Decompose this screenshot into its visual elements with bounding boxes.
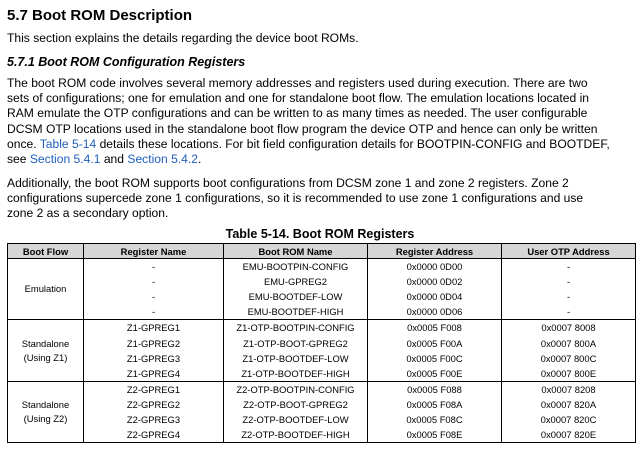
register-address-cell: 0x0005 F08C [368,412,502,427]
table-caption: Table 5-14. Boot ROM Registers [225,227,415,241]
boot-rom-name-cell: Z2-OTP-BOOTDEF-LOW [224,412,368,427]
table-row [8,351,636,366]
register-name-cell: Z1-GPREG4 [84,366,224,382]
user-otp-address-cell: 0x0007 800E [502,366,636,382]
zone-paragraph [7,176,633,222]
register-address-cell: 0x0005 F00C [368,351,502,366]
intro-paragraph: This section explains the details regarding the device boot ROMs. [7,31,359,45]
boot-flow-label: Standalone [21,398,70,410]
boot-rom-name-cell: EMU-BOOTPIN-CONFIG [224,259,368,275]
subsection-title: 5.7.1 Boot ROM Configuration Registers [7,55,246,69]
register-name-cell: Z1-GPREG1 [84,320,224,336]
paragraph-line [7,152,633,167]
register-name-cell: - [84,274,224,289]
boot-rom-name-cell: EMU-BOOTDEF-LOW [224,289,368,304]
user-otp-address-cell: 0x0007 820A [502,397,636,412]
register-name-cell: Z2-GPREG3 [84,412,224,427]
user-otp-address-cell: - [502,259,636,275]
register-name-cell: - [84,289,224,304]
boot-rom-name-cell: Z1-OTP-BOOTDEF-HIGH [224,366,368,382]
register-address-cell: 0x0000 0D00 [368,259,502,275]
register-address-cell: 0x0005 F08E [368,427,502,443]
register-address-cell: 0x0000 0D06 [368,304,502,320]
boot-rom-registers-table [7,243,636,443]
boot-flow-label: Emulation [24,283,67,295]
column-header: Register Address [368,244,502,259]
register-name-cell: Z2-GPREG4 [84,427,224,443]
paragraph-line: configurations supercede zone 1 configurations, so it is recommended to use zone 1 configurations and use [7,191,584,206]
paragraph-line: The boot ROM code involves several memory addresses and registers used during execution. There are two [7,76,588,90]
register-name-cell: - [84,259,224,275]
user-otp-address-cell: 0x0007 8208 [502,381,636,397]
boot-flow-sublabel: (Using Z1) [23,351,68,363]
section-5-4-2-link[interactable]: Section 5.4.2 [127,152,198,167]
table-row [8,366,636,382]
register-address-cell: 0x0005 F00E [368,366,502,382]
register-name-cell: Z1-GPREG2 [84,335,224,350]
register-name-cell: - [84,304,224,320]
user-otp-address-cell: 0x0007 8008 [502,320,636,336]
column-header: Register Name [84,244,224,259]
user-otp-address-cell: 0x0007 820E [502,427,636,443]
text-run: once. [7,136,40,151]
user-otp-address-cell: 0x0007 800A [502,335,636,350]
paragraph-line: Additionally, the boot ROM supports boot configurations from DCSM zone 1 and zone 2 registers. Zone 2 [7,176,569,190]
table-row [8,397,636,412]
boot-rom-name-cell: Z2-OTP-BOOTPIN-CONFIG [224,381,368,397]
table-row [8,259,636,275]
register-address-cell: 0x0005 F00A [368,335,502,350]
boot-flow-cell [8,320,84,381]
register-name-cell: Z2-GPREG1 [84,381,224,397]
table-5-14-link[interactable]: Table 5-14 [39,136,97,151]
text-run: see [7,152,30,167]
text-run: . [197,152,202,167]
boot-rom-name-cell: Z2-OTP-BOOT-GPREG2 [224,397,368,412]
table-row [8,274,636,289]
table-row [8,427,636,443]
table-row [8,304,636,320]
paragraph-line: sets of configurations; one for emulation and one for standalone boot flow. The emulation locations located in [7,91,589,106]
text-run: details these locations. For bit field configuration details for BOOTPIN-CONFIG and BOOTDEF, [96,136,610,151]
column-header: Boot Flow [8,244,84,259]
section-5-4-1-link[interactable]: Section 5.4.1 [29,152,101,167]
paragraph-line: zone 2 as a secondary option. [7,206,169,221]
register-address-cell: 0x0000 0D02 [368,274,502,289]
config-paragraph [7,76,633,167]
register-address-cell: 0x0005 F088 [368,381,502,397]
register-address-cell: 0x0005 F008 [368,320,502,336]
boot-rom-name-cell: Z1-OTP-BOOT-GPREG2 [224,335,368,350]
text-run: and [100,152,128,167]
column-header: Boot ROM Name [224,244,368,259]
register-address-cell: 0x0000 0D04 [368,289,502,304]
user-otp-address-cell: - [502,304,636,320]
boot-flow-cell [8,259,84,320]
boot-rom-name-cell: EMU-GPREG2 [224,274,368,289]
boot-flow-label: Standalone [21,337,70,349]
table-row [8,381,636,397]
section-title: 5.7 Boot ROM Description [7,7,193,24]
user-otp-address-cell: - [502,289,636,304]
boot-rom-name-cell: EMU-BOOTDEF-HIGH [224,304,368,320]
boot-rom-name-cell: Z1-OTP-BOOTDEF-LOW [224,351,368,366]
user-otp-address-cell: 0x0007 820C [502,412,636,427]
user-otp-address-cell: - [502,274,636,289]
paragraph-line: RAM emulate the OTP configurations and can be written to as many times as needed. The user configurable [7,106,588,121]
register-address-cell: 0x0005 F08A [368,397,502,412]
user-otp-address-cell: 0x0007 800C [502,351,636,366]
table-row [8,289,636,304]
table-header-row [8,244,636,259]
paragraph-line: DCSM OTP locations used in the standalone boot flow program the device OTP and hence can only be written [7,121,598,136]
table-row [8,412,636,427]
table-row [8,320,636,336]
column-header: User OTP Address [502,244,636,259]
boot-rom-name-cell: Z2-OTP-BOOTDEF-HIGH [224,427,368,443]
table-body [8,259,636,443]
boot-rom-name-cell: Z1-OTP-BOOTPIN-CONFIG [224,320,368,336]
boot-flow-sublabel: (Using Z2) [23,412,68,424]
register-name-cell: Z2-GPREG2 [84,397,224,412]
paragraph-line [7,137,633,152]
register-name-cell: Z1-GPREG3 [84,351,224,366]
table-row [8,335,636,350]
boot-flow-cell [8,381,84,442]
